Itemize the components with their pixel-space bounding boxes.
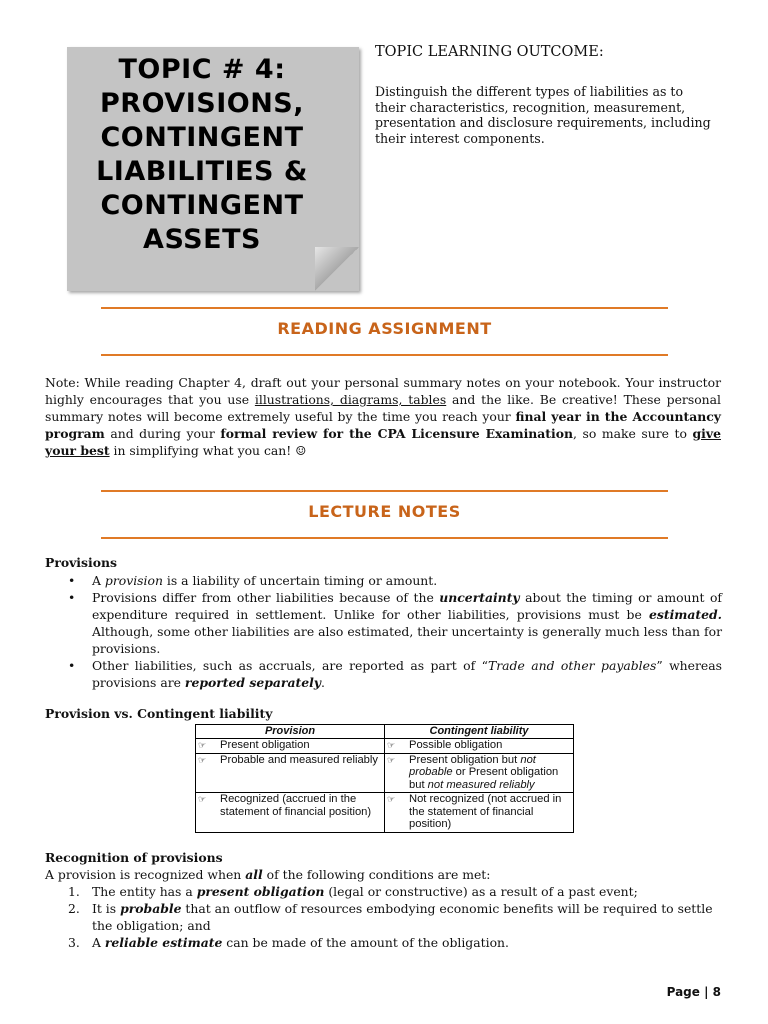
table-cell: ☞ Not recognized (not accrued in the statement of financial position)	[385, 793, 574, 833]
provision-vs-contingent-heading: Provision vs. Contingent liability	[45, 706, 273, 721]
pointing-hand-icon: ☞	[387, 754, 396, 765]
topic-title-line: ASSETS	[143, 224, 261, 255]
topic-title-line: PROVISIONS,	[100, 88, 304, 119]
recognition-intro: A provision is recognized when all of the following conditions are met:	[45, 867, 491, 882]
comparison-table	[195, 724, 574, 833]
provisions-heading: Provisions	[45, 555, 117, 570]
list-item: • Provisions differ from other liabilities because of the uncertainty about the timing or amount of expenditure required in settlement. Unlike for other liabilities, provisions must be estimated. Although, some other liabilities are also estimated, their uncertainty is generally much less than for provisions.	[66, 589, 722, 657]
table-cell: ☞ Recognized (accrued in the statement of financial position)	[196, 793, 385, 833]
table-cell: ☞ Present obligation but not probable or Present obligation but not measured reliably	[385, 753, 574, 793]
table-row	[196, 753, 574, 793]
pointing-hand-icon: ☞	[387, 740, 396, 750]
list-item: 2. It is probable that an outflow of resources embodying economic benefits will be required to settle the obligation; and	[68, 901, 713, 933]
pointing-hand-icon: ☞	[198, 754, 207, 765]
outcome-text: Distinguish the different types of liabilities as to their characteristics, recognition, measurement, presentation and disclosure requirements, including their interest components.	[375, 84, 711, 146]
table-header-row	[196, 725, 574, 739]
recognition-conditions	[66, 883, 722, 951]
list-item: • A provision is a liability of uncertain timing or amount.	[66, 572, 722, 589]
divider	[101, 307, 668, 309]
table-cell: ☞ Probable and measured reliably	[196, 753, 385, 793]
table-row	[196, 793, 574, 833]
topic-title-line: LIABILITIES &	[96, 156, 308, 187]
divider	[101, 537, 668, 539]
lecture-notes-title: LECTURE NOTES	[308, 502, 461, 521]
recognition-heading: Recognition of provisions	[45, 850, 223, 865]
topic-title-line: CONTINGENT	[100, 190, 304, 221]
list-item: 3. A reliable estimate can be made of the amount of the obligation.	[68, 935, 509, 950]
page-curl-decoration	[315, 247, 359, 291]
pointing-hand-icon: ☞	[198, 740, 207, 750]
list-item: • Other liabilities, such as accruals, are reported as part of “Trade and other payables” whereas provisions are reported separately.	[66, 657, 722, 691]
reading-note: Note: While reading Chapter 4, draft out your personal summary notes on your notebook. Your instructor highly encourages that you use illustrations, diagrams, tables and the like. Be creative! These personal summary notes will become extremely useful by the time you reach your final year in the Accountancy program and during your formal review for the CPA Licensure Examination, so make sure to give your best in simplifying what you can! ☺	[45, 375, 721, 458]
divider	[101, 354, 668, 356]
table-cell: ☞ Present obligation	[196, 739, 385, 754]
outcome-title: TOPIC LEARNING OUTCOME:	[375, 44, 604, 60]
pointing-hand-icon: ☞	[198, 794, 207, 804]
column-header: Contingent liability	[385, 725, 574, 739]
reading-assignment-title: READING ASSIGNMENT	[277, 319, 492, 338]
topic-title-line: CONTINGENT	[100, 122, 304, 153]
topic-title-box	[67, 47, 359, 291]
pointing-hand-icon: ☞	[387, 794, 396, 804]
divider	[101, 490, 668, 492]
topic-title	[67, 53, 337, 257]
page-number: Page | 8	[666, 985, 721, 999]
list-item: 1. The entity has a present obligation (legal or constructive) as a result of a past event;	[68, 884, 638, 899]
table-row	[196, 739, 574, 754]
column-header: Provision	[196, 725, 385, 739]
topic-title-line: TOPIC # 4:	[118, 54, 286, 85]
table-cell: ☞ Possible obligation	[385, 739, 574, 754]
provisions-bullets	[66, 572, 722, 691]
